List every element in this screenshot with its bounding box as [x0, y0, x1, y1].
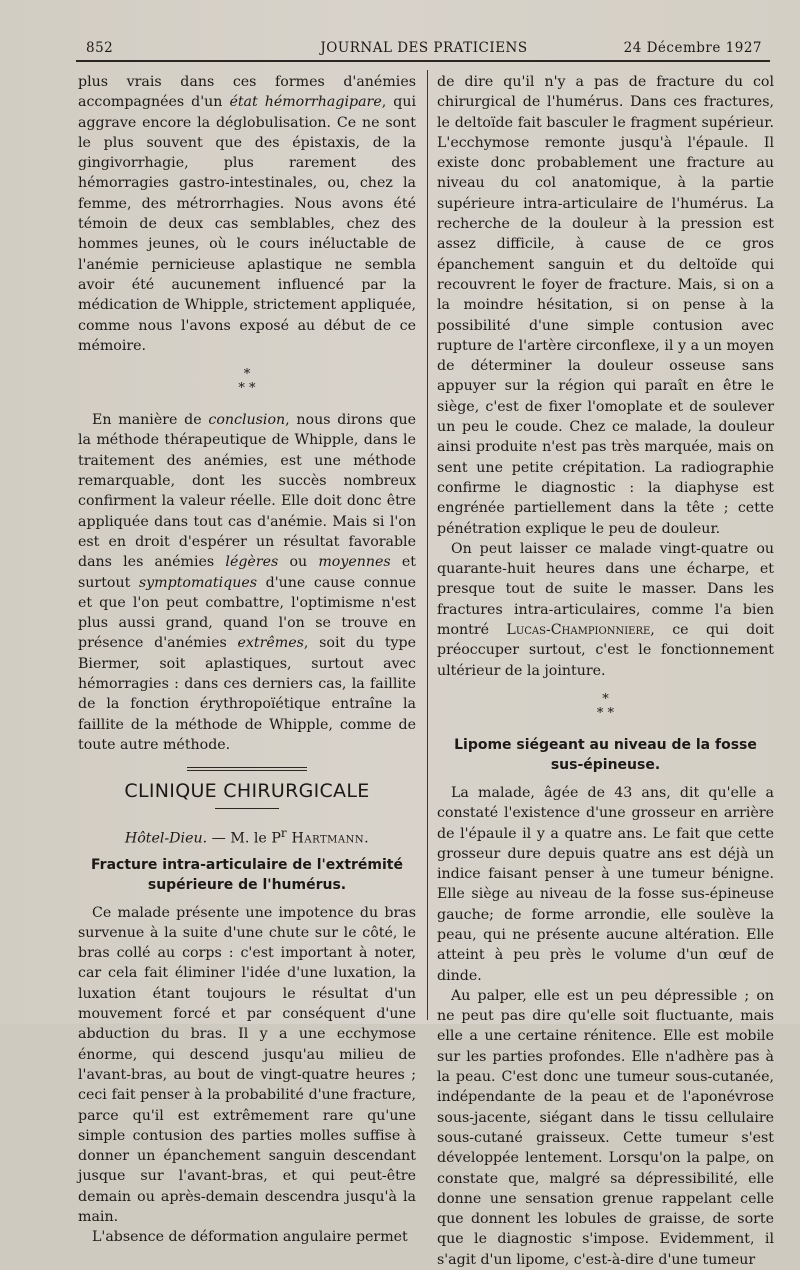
journal-title: JOURNAL DES PRATICIENS: [320, 40, 528, 56]
right-column: [437, 72, 774, 1270]
ward-attribution: Hôtel-Dieu. — M. le $P^r$ Hartmann.: [124, 825, 370, 847]
running-header: [86, 40, 762, 62]
article-subhead-fracture: Fracture intra-articulaire de l'extrémité supérieure de l'humérus.: [91, 856, 403, 893]
section-title: CLINIQUE CHIRURGICALE: [124, 780, 370, 803]
author-lucas-championniere: Lucas-Championniere: [506, 622, 651, 639]
article-subhead-lipome: Lipome siégeant au niveau de la fosse sus-épineuse.: [454, 736, 757, 773]
paragraph-patient-history: La malade, âgée de 43 ans, dit qu'elle a constaté l'existence d'une grosseur en arrière de l'épaule il y a quatre ans. Le fait que cette grosseur dure depuis quatre ans est déjà un indice faisant penser à une tumeur bénigne. Elle siège au niveau de la fosse sus-épineuse gauche; de forme arrondie, elle soulève la peau, qui ne présente aucune altération. Elle atteint à peu près le volume d'un œuf de dinde.: [437, 784, 774, 984]
left-column: [78, 72, 416, 1248]
page-number: 852: [86, 40, 114, 56]
paragraph-case-description: Ce malade présente une impotence du bras survenue à la suite d'une chute sur le côté, le bras collé au corps : c'est important à noter, car cela fait éliminer l'idée d'une luxation, la luxation étant toujours le résultat d'un mouvement forcé et par conséquent d'une abduction du bras. Il y a une ecchymose énorme, qui descend jusqu'au milieu de l'avant-bras, au bout de vingt-quatre heures ; ceci fait penser à la probabilité d'une fracture, parce qu'il est extrêmement rare qu'une simple contusion des parties molles suffise à donner un épanchement sanguin descendant jusque sur l'avant-bras, et qui peut-être demain ou après-demain descendra jusqu'à la main.: [78, 904, 416, 1225]
paragraph-absence-deformation: L'absence de déformation angulaire permet: [92, 1229, 408, 1246]
asterism: * * *: [596, 691, 615, 721]
section-separator: [187, 767, 307, 771]
column-divider: [427, 70, 428, 1020]
paragraph-fracture-diagnosis: de dire qu'il n'y a pas de fracture du col chirurgical de l'humérus. Dans ces fractures, le deltoïde fait basculer le fragment supérieur. L'ecchymose remonte jusqu'à l'épaule. Il existe donc probablement une fracture au niveau du col anatomique, à la partie supérieure intra-articulaire de l'humérus. La recherche de la douleur à la pression est assez difficile, à cause de ce gros épanchement sanguin et du deltoïde qui recouvrent le foyer de fracture. Mais, si on a la moindre hésitation, si on pense à la possibilité d'une simple contusion avec rupture de l'artère circonflexe, il y a un moyen de déterminer la douleur osseuse sans appuyer sur la région qui paraît en être le siège, c'est de fixer l'omoplate et de soulever un peu le coude. Chez ce malade, la douleur ainsi produite n'est pas très marquée, mais on sent une petite crépitation. La radiographie confirme le diagnostic : la diaphyse est engrénée partiellement dans la tête ; cette pénétration explique le peu de douleur.: [437, 74, 774, 537]
paragraph-treatment: On peut laisser ce malade vingt-quatre ou quarante-huit heures dans une écharpe, et presque tout de suite le masser. Dans les fractures intra-articulaires, comme l'a bien montré Lucas-Championniere, ce qui doit préoccuper surtout, c'est le fonctionnement ultérieur de la jointure.: [437, 540, 774, 679]
emphasis-etat-hemorrhagipare: état hémorrhagipare: [229, 94, 382, 111]
header-rule: [76, 60, 770, 62]
issue-date: 24 Décembre 1927: [623, 40, 762, 56]
section-title-rule: [215, 808, 279, 809]
paragraph-palpation: Au palper, elle est un peu dépressible ; on ne peut pas dire qu'elle soit fluctuante, mais elle a une certaine rénitence. Elle est mobile sur les parties profondes. Elle n'adhère pas à la peau. C'est donc une tumeur sous-cutanée, indépendante de la peau et de l'aponévrose sous-jacente, siégant dans le tissu cellulaire sous-cutané graisseux. Cette tumeur s'est développée lentement. Lorsqu'on la palpe, on constate que, malgré sa dépressibilité, elle donne une sensation grenue rappelant celle que donnent les lobules de graisse, de sorte que le diagnostic s'impose. Evidemment, il s'agit d'un lipome, c'est-à-dire d'une tumeur: [437, 987, 774, 1268]
paragraph-conclusion: En manière de conclusion, nous dirons que la méthode thérapeutique de Whipple, dans le traitement des anémies, est une méthode remarquable, dont les succès nombreux confirment la valeur réelle. Elle doit donc être appliquée dans tout cas d'anémie. Mais si l'on est en droit d'espérer un résultat favorable dans les anémies légères ou moyennes et surtout symptomatiques d'une cause connue et que l'on peut combattre, l'optimisme n'est plus aussi grand, quand l'on se trouve en présence d'anémies extrêmes, soit du type Biermer, soit aplastiques, surtout avec hémorragies : dans ces derniers cas, la faillite de la fonction érythropoïétique entraîne la faillite de la méthode de Whipple, comme de toute autre méthode.: [78, 412, 417, 753]
asterism: * * *: [238, 367, 256, 397]
paragraph-anemia-forms: plus vrais dans ces formes d'anémies accompagnées d'un état hémorrhagipare, qui aggrave encore la déglobulisation. Ce ne sont le plus souvent que des épistaxis, de la gingivorrhagie, plus rarement des hémorragies gastro-intestinales, ou, chez la femme, des métrorrhagies. Nous avons été témoin de deux cas semblables, chez des hommes jeunes, où le cours inéluctable de l'anémie pernicieuse aplastique ne sembla avoir été aucunement influencé par la médication de Whipple, strictement appliquée, comme nous l'avons exposé au début de ce mémoire.: [78, 74, 416, 354]
